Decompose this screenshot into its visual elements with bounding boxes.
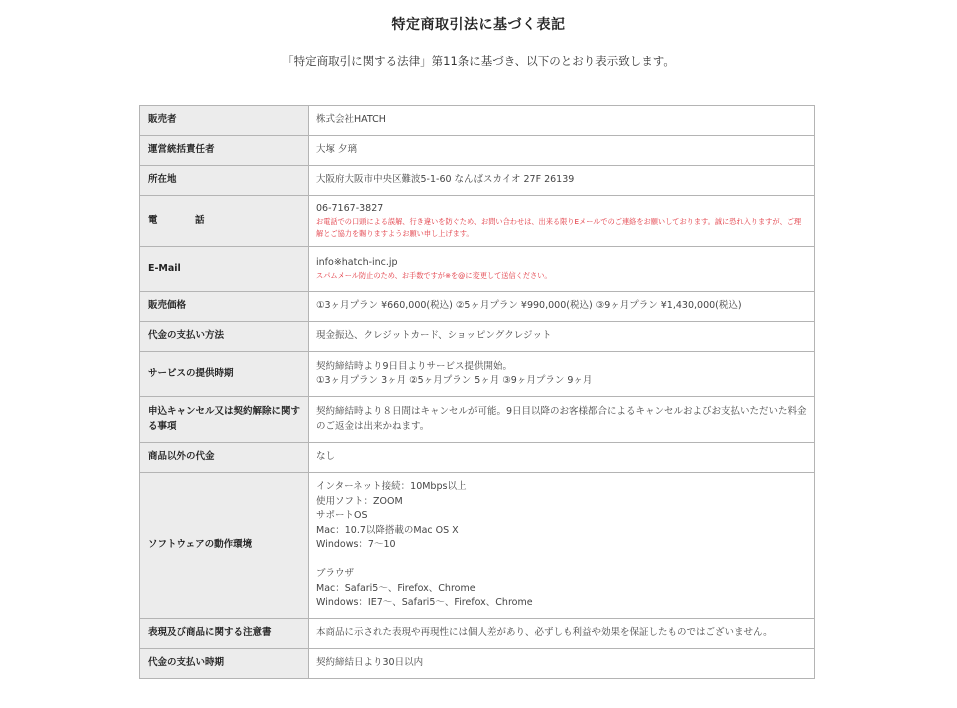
value-other-fees: なし xyxy=(309,443,815,473)
label-price: 販売価格 xyxy=(140,292,309,322)
label-environment: ソフトウェアの動作環境 xyxy=(140,473,309,619)
environment-line: Windows：IE7〜、Safari5〜、Firefox、Chrome xyxy=(316,597,533,609)
phone-number: 06-7167-3827 xyxy=(316,202,384,214)
table-row-payment-method xyxy=(140,322,815,352)
phone-note: お電話での口頭による誤解、行き違いを防ぐため、お問い合わせは、出来る限りEメールでのご連絡をお願いしております。誠に恐れ入りますが、ご理解とご協力を賜りますようお願い申し上げます。 xyxy=(316,217,802,239)
intro-text: 「特定商取引に関する法律」第11条に基づき、以下のとおり表示致します。 xyxy=(282,54,675,68)
environment-line: Windows：7〜10 xyxy=(316,539,396,551)
environment-spacer xyxy=(316,553,807,568)
value-payment-period: 契約締結日より30日以内 xyxy=(309,649,815,679)
label-payment-period: 代金の支払い時期 xyxy=(140,649,309,679)
value-manager: 大塚 夕璃 xyxy=(309,136,815,166)
label-seller: 販売者 xyxy=(140,106,309,136)
label-cancellation: 申込キャンセル又は契約解除に関する事項 xyxy=(140,397,309,443)
label-manager: 運営統括責任者 xyxy=(140,136,309,166)
environment-line: Mac：Safari5〜、Firefox、Chrome xyxy=(316,582,476,594)
table-row-phone xyxy=(140,196,815,247)
page-title: 特定商取引法に基づく表記 xyxy=(391,17,566,33)
service-period-line: 契約締結時より9日目よりサービス提供開始。 xyxy=(316,360,513,372)
value-cancellation: 契約締結時より８日間はキャンセルが可能。9日目以降のお客様都合によるキャンセルおよびお支払いただいた料金のご返金は出来かねます。 xyxy=(309,397,815,443)
table-row-other-fees xyxy=(140,443,815,473)
table-row-address xyxy=(140,166,815,196)
value-seller: 株式会社HATCH xyxy=(309,106,815,136)
phone-cell xyxy=(309,196,815,247)
environment-line: Mac：10.7以降搭載のMac OS X xyxy=(316,524,459,536)
label-email: E-Mail xyxy=(140,247,309,292)
table-row-manager xyxy=(140,136,815,166)
value-price: ①3ヶ月プラン ¥660,000(税込) ②5ヶ月プラン ¥990,000(税込) ③9ヶ月プラン ¥1,430,000(税込) xyxy=(309,292,815,322)
commerce-law-table xyxy=(139,105,815,679)
environment-cell xyxy=(309,473,815,619)
email-cell xyxy=(309,247,815,292)
table-row-payment-period xyxy=(140,649,815,679)
table-row-environment xyxy=(140,473,815,619)
table-row-service-period xyxy=(140,352,815,397)
value-disclaimer: 本商品に示された表現や再現性には個人差があり、必ずしも利益や効果を保証したものではございません。 xyxy=(309,619,815,649)
email-note: スパムメール防止のため、お手数ですが※を@に変更して送信ください。 xyxy=(316,271,552,281)
table-row-cancellation xyxy=(140,397,815,443)
environment-line: インターネット接続：10Mbps以上 xyxy=(316,481,467,493)
email-address: info※hatch-inc.jp xyxy=(316,256,398,268)
label-service-period: サービスの提供時期 xyxy=(140,352,309,397)
service-period-cell xyxy=(309,352,815,397)
environment-line: サポートOS xyxy=(316,510,368,522)
environment-line: 使用ソフト：ZOOM xyxy=(316,495,403,507)
table-row-seller xyxy=(140,106,815,136)
environment-line: ブラウザ xyxy=(316,568,355,580)
value-address: 大阪府大阪市中央区難波5-1-60 なんばスカイオ 27F 26139 xyxy=(309,166,815,196)
label-phone: 電 話 xyxy=(140,196,309,247)
service-period-line: ①3ヶ月プラン 3ヶ月 ②5ヶ月プラン 5ヶ月 ③9ヶ月プラン 9ヶ月 xyxy=(316,375,593,386)
table-row-price xyxy=(140,292,815,322)
label-address: 所在地 xyxy=(140,166,309,196)
label-payment-method: 代金の支払い方法 xyxy=(140,322,309,352)
value-payment-method: 現金振込、クレジットカード、ショッピングクレジット xyxy=(309,322,815,352)
table-row-disclaimer xyxy=(140,619,815,649)
label-disclaimer: 表現及び商品に関する注意書 xyxy=(140,619,309,649)
label-other-fees: 商品以外の代金 xyxy=(140,443,309,473)
table-row-email xyxy=(140,247,815,292)
